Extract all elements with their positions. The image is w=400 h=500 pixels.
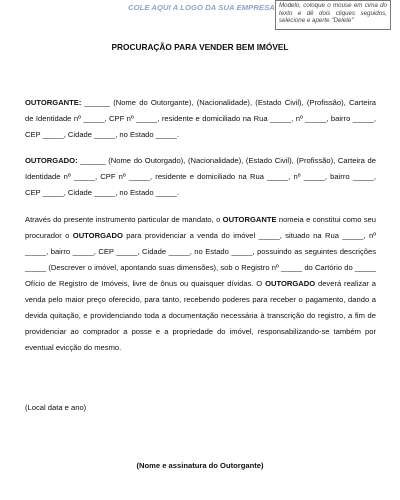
mandate-text-1: Através do presente instrumento particular de mandato, o bbox=[25, 215, 223, 224]
mandate-bold-outorgante: OUTORGANTE bbox=[222, 215, 277, 224]
mandate-bold-outorgado: OUTORGADO bbox=[72, 231, 123, 240]
mandate-text-3: para providenciar a venda do imóvel _____, situado na Rua _____, nº _____, bairro _____, CEP _____, Cidade _____, no Estado _____, possuindo as seguintes descrições _____ (Descrever o imóvel, apontando suas dimensões), sob o Registro nº _____ do Cartório do _____ Ofício de Registro de Imóveis, livre de ônus ou quaisquer dívidas. O bbox=[25, 231, 376, 288]
mandate-text-2: nomeia e constitui como seu procurador o bbox=[25, 215, 376, 240]
place-date: (Local data e ano) bbox=[25, 403, 87, 412]
outorgante-text: ______ (Nome do Outorgante), (Nacionalidade), (Estado Civil), (Profissão), Carteira de Identidade nº _____, CPF nº _____, residente e domiciliado na Rua _____, nº _____, bairro _____, CEP _____, Cidade _____, no Estado _____. bbox=[25, 98, 376, 139]
mandate-paragraph bbox=[25, 212, 376, 356]
signature-line: (Nome e assinatura do Outorgante) bbox=[136, 461, 264, 470]
outorgado-label: OUTORGADO: bbox=[25, 156, 78, 165]
outorgado-text: ______ (Nome do Outorgado), (Nacionalidade), (Estado Civil), (Profissão), Carteira de Identidade nº _____, CPF nº _____, residente e domiciliado na Rua _____, nº _____, bairro _____, CEP _____, Cidade _____, no Estado _____. bbox=[25, 156, 376, 197]
outorgante-paragraph bbox=[25, 95, 376, 143]
mandate-bold-outorgado-2: OUTORGADO bbox=[265, 279, 316, 288]
mandate-text-4: deverá realizar a venda pelo maior preço oferecido, para tanto, recebendo poderes para receber o pagamento, dando a devida quitação, e providenciando toda a documentação necessária à transcrição do registro, a fim de providenciar ao comprador a posse e a propriedade do imóvel, responsabilizando-se também por eventual evicção do mesmo. bbox=[25, 279, 376, 352]
outorgado-paragraph bbox=[25, 153, 376, 201]
outorgante-label: OUTORGANTE: bbox=[25, 98, 82, 107]
instruction-note: Modelo, coloque o mouse em cima do texto e dê dois cliques seguidos, selecione e aperte "Delete" bbox=[275, 0, 391, 30]
document-title: PROCURAÇÃO PARA VENDER BEM IMÓVEL bbox=[111, 42, 289, 52]
logo-placeholder: COLE AQUI A LOGO DA SUA EMPRESA bbox=[128, 3, 275, 12]
